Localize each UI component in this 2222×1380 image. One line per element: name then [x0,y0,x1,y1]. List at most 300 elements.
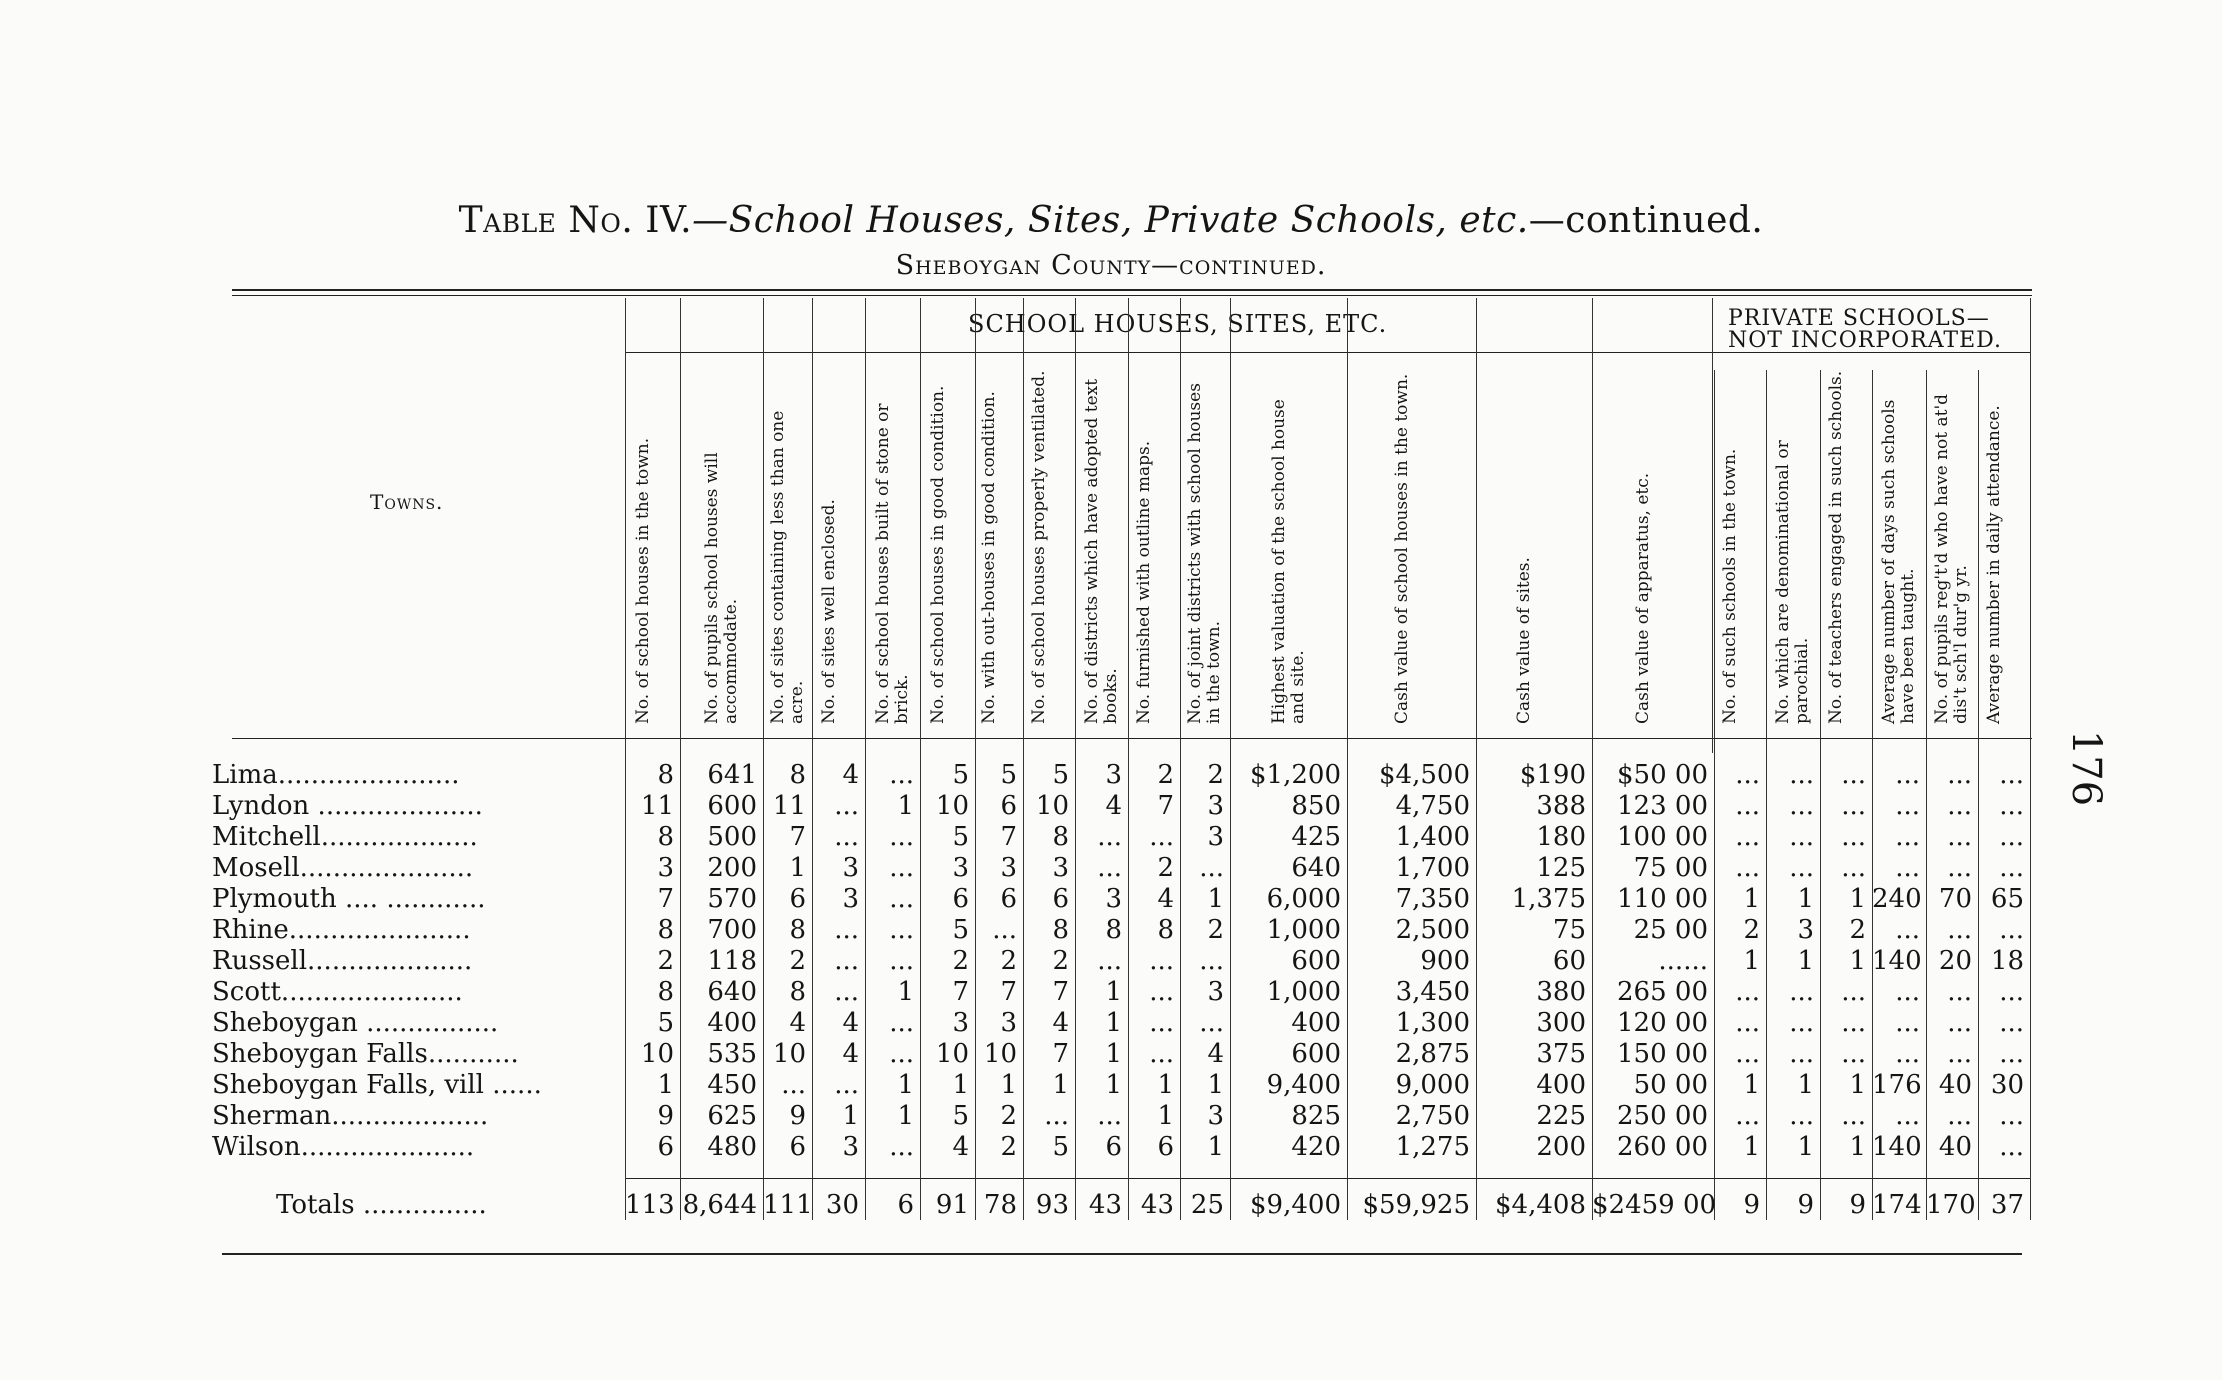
cell-col-8: 7 [1052,1039,1069,1069]
cell-col-5: 1 [897,791,914,821]
cell-col-9: ... [1097,1101,1122,1131]
cell-col-21: ... [1999,1132,2024,1162]
cell-col-20: ... [1947,853,1972,883]
cell-col-9: 4 [1105,791,1122,821]
cell-col-1: 113 [625,1190,675,1220]
cell-col-2: 600 [707,791,757,821]
cell-col-17: 1 [1797,1132,1814,1162]
cell-col-9: 1 [1105,1008,1122,1038]
cell-col-8: 93 [1035,1190,1069,1220]
cell-col-12: 9,400 [1266,1070,1341,1100]
cell-col-2: 400 [707,1008,757,1038]
cell-col-8: 5 [1052,760,1069,790]
town-name: Sheboygan Falls........... [212,1039,519,1069]
cell-col-21: 18 [1990,946,2024,976]
cell-col-15: ...... [1658,946,1708,976]
column-header-text: Average number in daily attendance. [1984,405,2004,724]
cell-col-17: ... [1789,853,1814,883]
cell-col-3: 8 [789,977,806,1007]
cell-col-12: 1,000 [1266,977,1341,1007]
cell-col-6: 5 [952,915,969,945]
cell-col-3: 111 [763,1190,813,1220]
cell-col-5: ... [889,1008,914,1038]
cell-col-13: 900 [1420,946,1470,976]
cell-col-18: ... [1841,977,1866,1007]
cell-col-10: ... [1149,1039,1174,1069]
table-row [0,915,2222,946]
cell-col-9: 1 [1105,977,1122,1007]
cell-col-9: ... [1097,822,1122,852]
cell-col-19: ... [1895,760,1920,790]
cell-col-6: 10 [935,1039,969,1069]
cell-col-11: 2 [1207,760,1224,790]
cell-col-10: 1 [1157,1101,1174,1131]
cell-col-16: ... [1735,977,1760,1007]
cell-col-16: ... [1735,1101,1760,1131]
cell-col-9: 8 [1105,915,1122,945]
column-header-text: No. which are denominational or parochial. [1773,440,1812,724]
cell-col-11: ... [1199,946,1224,976]
cell-col-4: ... [834,946,859,976]
cell-col-17: ... [1789,977,1814,1007]
cell-col-6: 3 [952,1008,969,1038]
table-row [0,1039,2222,1070]
cell-col-10: 2 [1157,853,1174,883]
table-row [0,884,2222,915]
cell-col-1: 8 [657,915,674,945]
cell-col-6: 7 [952,977,969,1007]
cell-col-5: ... [889,946,914,976]
cell-col-15: 265 00 [1617,977,1708,1007]
column-header-text: No. furnished with outline maps. [1134,440,1154,724]
private-schools-line1: PRIVATE SCHOOLS— [1728,306,1990,331]
cell-col-7: 2 [1000,1101,1017,1131]
cell-col-21: ... [1999,1039,2024,1069]
cell-col-15: $2459 00 [1592,1190,1717,1220]
cell-col-21: ... [1999,822,2024,852]
cell-col-20: ... [1947,977,1972,1007]
cell-col-8: 6 [1052,884,1069,914]
cell-col-4: ... [834,822,859,852]
column-header-text: No. of districts which have adopted text books. [1081,378,1121,724]
table-row [0,1101,2222,1132]
cell-col-4: 3 [842,884,859,914]
cell-col-8: 1 [1052,1070,1069,1100]
cell-col-21: ... [1999,791,2024,821]
cell-col-14: 388 [1536,791,1586,821]
cell-col-14: 225 [1536,1101,1586,1131]
cell-col-8: 5 [1052,1132,1069,1162]
cell-col-11: 1 [1207,884,1224,914]
title-italic: —School Houses, Sites, Private Schools, etc. [692,200,1529,241]
cell-col-17: 1 [1797,1070,1814,1100]
cell-col-13: 9,000 [1395,1070,1470,1100]
cell-col-8: 3 [1052,853,1069,883]
cell-col-17: ... [1789,1039,1814,1069]
cell-col-12: 400 [1291,1008,1341,1038]
cell-col-9: 3 [1105,760,1122,790]
cell-col-2: 450 [707,1070,757,1100]
cell-col-17: 3 [1797,915,1814,945]
cell-col-6: 10 [935,791,969,821]
town-name: Mitchell................... [212,822,478,852]
cell-col-2: 641 [707,760,757,790]
column-header-12 [1230,370,1347,730]
cell-col-8: 10 [1035,791,1069,821]
cell-col-10: 7 [1157,791,1174,821]
cell-col-14: 125 [1536,853,1586,883]
cell-col-3: 7 [789,822,806,852]
column-header-13 [1347,370,1476,730]
column-header-1 [625,370,680,730]
table-row [0,791,2222,822]
cell-col-6: 4 [952,1132,969,1162]
cell-col-3: 9 [789,1101,806,1131]
cell-col-21: 65 [1990,884,2024,914]
top-rule [232,289,2032,291]
town-name: Lyndon .................... [212,791,483,821]
column-header-7 [975,370,1023,730]
cell-col-4: 4 [842,1039,859,1069]
cell-col-3: 10 [772,1039,806,1069]
cell-col-15: 260 00 [1617,1132,1708,1162]
cell-col-7: 5 [1000,760,1017,790]
cell-col-15: 120 00 [1617,1008,1708,1038]
cell-col-19: ... [1895,853,1920,883]
cell-col-3: 11 [772,791,806,821]
cell-col-14: $190 [1519,760,1586,790]
cell-col-4: ... [834,915,859,945]
cell-col-18: ... [1841,1101,1866,1131]
cell-col-8: ... [1044,1101,1069,1131]
cell-col-12: 425 [1291,822,1341,852]
cell-col-15: 25 00 [1633,915,1708,945]
cell-col-19: 240 [1872,884,1922,914]
towns-header: Towns. [370,490,444,514]
table-row [0,946,2222,977]
cell-col-9: 6 [1105,1132,1122,1162]
cell-col-14: 75 [1552,915,1586,945]
cell-col-18: 2 [1849,915,1866,945]
cell-col-11: 3 [1207,977,1224,1007]
table-row [0,822,2222,853]
cell-col-2: 500 [707,822,757,852]
cell-col-19: ... [1895,822,1920,852]
cell-col-16: ... [1735,822,1760,852]
cell-col-1: 8 [657,977,674,1007]
cell-col-19: ... [1895,1101,1920,1131]
cell-col-13: 1,700 [1395,853,1470,883]
cell-col-19: 140 [1872,1132,1922,1162]
cell-col-15: $50 00 [1617,760,1708,790]
cell-col-5: ... [889,760,914,790]
cell-col-19: 140 [1872,946,1922,976]
cell-col-12: 420 [1291,1132,1341,1162]
cell-col-8: 8 [1052,915,1069,945]
cell-col-10: 4 [1157,884,1174,914]
cell-col-9: 3 [1105,884,1122,914]
cell-col-10: ... [1149,1008,1174,1038]
cell-col-7: 1 [1000,1070,1017,1100]
cell-col-14: 380 [1536,977,1586,1007]
column-header-8 [1023,370,1075,730]
cell-col-1: 8 [657,822,674,852]
cell-col-2: 625 [707,1101,757,1131]
cell-col-12: 640 [1291,853,1341,883]
cell-col-6: 91 [935,1190,969,1220]
cell-col-6: 5 [952,760,969,790]
cell-col-20: 70 [1938,884,1972,914]
cell-col-7: 10 [983,1039,1017,1069]
cell-col-6: 3 [952,853,969,883]
cell-col-13: $59,925 [1362,1190,1470,1220]
column-header-text: Cash value of sites. [1514,557,1534,724]
cell-col-4: ... [834,977,859,1007]
column-header-text: No. of school houses built of stone or brick. [872,403,912,724]
town-name: Lima...................... [212,760,460,790]
cell-col-16: ... [1735,1008,1760,1038]
cell-col-1: 9 [657,1101,674,1131]
cell-col-13: 2,875 [1395,1039,1470,1069]
totals-label: Totals ............... [276,1190,487,1220]
cell-col-4: 30 [825,1190,859,1220]
cell-col-13: 1,300 [1395,1008,1470,1038]
cell-col-11: ... [1199,853,1224,883]
town-name: Plymouth .... ............ [212,884,486,914]
cell-col-1: 10 [640,1039,674,1069]
cell-col-5: 1 [897,1070,914,1100]
cell-col-4: ... [834,1070,859,1100]
cell-col-5: 1 [897,977,914,1007]
cell-col-19: ... [1895,1039,1920,1069]
cell-col-16: 9 [1743,1190,1760,1220]
cell-col-1: 11 [640,791,674,821]
cell-col-20: ... [1947,822,1972,852]
cell-col-21: ... [1999,1101,2024,1131]
column-header-17 [1766,370,1820,730]
cell-col-19: 176 [1872,1070,1922,1100]
cell-col-11: 4 [1207,1039,1224,1069]
cell-col-16: 1 [1743,1132,1760,1162]
cell-col-17: ... [1789,760,1814,790]
cell-col-5: ... [889,822,914,852]
cell-col-1: 6 [657,1132,674,1162]
cell-col-20: 40 [1938,1132,1972,1162]
cell-col-3: 8 [789,760,806,790]
cell-col-5: 6 [897,1190,914,1220]
town-name: Scott...................... [212,977,463,1007]
group-private-schools [1728,308,2002,352]
cell-col-12: 600 [1291,1039,1341,1069]
table-row [0,1070,2222,1101]
cell-col-15: 50 00 [1633,1070,1708,1100]
cell-col-9: 43 [1088,1190,1122,1220]
column-header-16 [1714,370,1766,730]
column-header-text: No. of sites well enclosed. [818,499,839,724]
cell-col-18: ... [1841,760,1866,790]
cell-col-11: 2 [1207,915,1224,945]
cell-col-7: 78 [983,1190,1017,1220]
cell-col-4: 4 [842,1008,859,1038]
column-header-text: No. of pupils school houses will accommodate. [701,452,741,724]
cell-col-20: ... [1947,1101,1972,1131]
cell-col-14: 300 [1536,1008,1586,1038]
cell-col-6: 5 [952,1101,969,1131]
cell-col-2: 200 [707,853,757,883]
cell-col-19: ... [1895,791,1920,821]
cell-col-9: ... [1097,853,1122,883]
cell-col-14: 60 [1552,946,1586,976]
cell-col-18: ... [1841,853,1866,883]
cell-col-18: ... [1841,822,1866,852]
cell-col-7: 7 [1000,977,1017,1007]
column-header-text: Average number of days such schools have been taught. [1879,399,1918,724]
cell-col-21: ... [1999,853,2024,883]
town-name: Sheboygan ................ [212,1008,499,1038]
cell-col-17: ... [1789,822,1814,852]
cell-col-5: ... [889,1039,914,1069]
cell-col-7: 3 [1000,853,1017,883]
cell-col-13: 3,450 [1395,977,1470,1007]
cell-col-10: ... [1149,946,1174,976]
column-header-14 [1476,370,1592,730]
cell-col-19: ... [1895,977,1920,1007]
column-header-5 [865,370,920,730]
cell-col-7: 2 [1000,1132,1017,1162]
cell-col-5: ... [889,853,914,883]
cell-col-14: $4,408 [1495,1190,1586,1220]
cell-col-17: ... [1789,791,1814,821]
cell-col-10: 43 [1140,1190,1174,1220]
title-suffix: —continued. [1528,200,1764,241]
cell-col-15: 250 00 [1617,1101,1708,1131]
cell-col-1: 7 [657,884,674,914]
column-header-text: No. of joint districts with school houses in the town. [1185,383,1224,724]
cell-col-11: 3 [1207,791,1224,821]
cell-col-17: 1 [1797,884,1814,914]
town-name: Russell.................... [212,946,473,976]
cell-col-19: ... [1895,915,1920,945]
cell-col-7: 3 [1000,1008,1017,1038]
cell-col-12: 825 [1291,1101,1341,1131]
cell-col-4: 4 [842,760,859,790]
cell-col-4: ... [834,791,859,821]
cell-col-13: 1,275 [1395,1132,1470,1162]
column-header-15 [1592,370,1714,730]
cell-col-18: 1 [1849,1132,1866,1162]
cell-col-9: 1 [1105,1070,1122,1100]
cell-col-14: 375 [1536,1039,1586,1069]
cell-col-8: 8 [1052,822,1069,852]
cell-col-2: 118 [707,946,757,976]
header-bottom-rule [232,738,2032,739]
cell-col-16: ... [1735,791,1760,821]
cell-col-7: 6 [1000,791,1017,821]
cell-col-5: ... [889,915,914,945]
column-header-text: No. of school houses in good condition. [927,385,948,724]
cell-col-18: 1 [1849,884,1866,914]
cell-col-1: 2 [657,946,674,976]
cell-col-15: 100 00 [1617,822,1708,852]
cell-col-17: ... [1789,1101,1814,1131]
cell-col-1: 1 [657,1070,674,1100]
cell-col-11: 3 [1207,1101,1224,1131]
table-row [0,977,2222,1008]
cell-col-18: ... [1841,1039,1866,1069]
cell-col-9: ... [1097,946,1122,976]
cell-col-3: 4 [789,1008,806,1038]
cell-col-16: ... [1735,760,1760,790]
town-name: Rhine...................... [212,915,471,945]
cell-col-18: ... [1841,1008,1866,1038]
column-header-text: No. of such schools in the town. [1720,448,1740,724]
cell-col-14: 1,375 [1511,884,1586,914]
cell-col-18: 1 [1849,946,1866,976]
cell-col-11: ... [1199,1008,1224,1038]
cell-col-2: 8,644 [682,1190,757,1220]
cell-col-10: 8 [1157,915,1174,945]
cell-col-11: 1 [1207,1070,1224,1100]
cell-col-12: 600 [1291,946,1341,976]
county-subtitle: Sheboygan County—continued. [895,250,1327,281]
cell-col-20: ... [1947,760,1972,790]
cell-col-21: ... [1999,915,2024,945]
cell-col-20: 40 [1938,1070,1972,1100]
cell-col-7: 2 [1000,946,1017,976]
cell-col-10: ... [1149,822,1174,852]
cell-col-18: 1 [1849,1070,1866,1100]
private-schools-line2: NOT INCORPORATED. [1728,328,2002,353]
page-number: 176 [2063,729,2110,807]
cell-col-14: 180 [1536,822,1586,852]
column-header-3 [763,370,812,730]
cell-col-11: 25 [1190,1190,1224,1220]
town-name: Sheboygan Falls, vill ...... [212,1070,542,1100]
column-header-11 [1180,370,1230,730]
cell-col-4: 1 [842,1101,859,1131]
column-header-6 [920,370,975,730]
cell-col-12: 850 [1291,791,1341,821]
cell-col-6: 6 [952,884,969,914]
town-name: Wilson..................... [212,1132,475,1162]
cell-col-8: 4 [1052,1008,1069,1038]
cell-col-21: ... [1999,1008,2024,1038]
table-row [0,1132,2222,1163]
cell-col-11: 3 [1207,822,1224,852]
cell-col-5: ... [889,1132,914,1162]
cell-col-18: ... [1841,791,1866,821]
cell-col-21: 30 [1990,1070,2024,1100]
cell-col-17: ... [1789,1008,1814,1038]
cell-col-16: 2 [1743,915,1760,945]
cell-col-20: ... [1947,1008,1972,1038]
cell-col-19: 174 [1872,1190,1922,1220]
column-header-10 [1128,370,1180,730]
cell-col-16: 1 [1743,946,1760,976]
cell-col-10: 1 [1157,1070,1174,1100]
town-name: Mosell..................... [212,853,474,883]
cell-col-1: 8 [657,760,674,790]
cell-col-13: 1,400 [1395,822,1470,852]
cell-col-9: 1 [1105,1039,1122,1069]
cell-col-5: 1 [897,1101,914,1131]
cell-col-15: 75 00 [1633,853,1708,883]
column-header-text: No. of sites containing less than one acre. [767,410,807,724]
column-header-text: Cash value of apparatus, etc. [1633,472,1653,724]
cell-col-21: 37 [1990,1190,2024,1220]
column-header-text: No. of school houses in the town. [632,437,653,724]
cell-col-16: 1 [1743,1070,1760,1100]
